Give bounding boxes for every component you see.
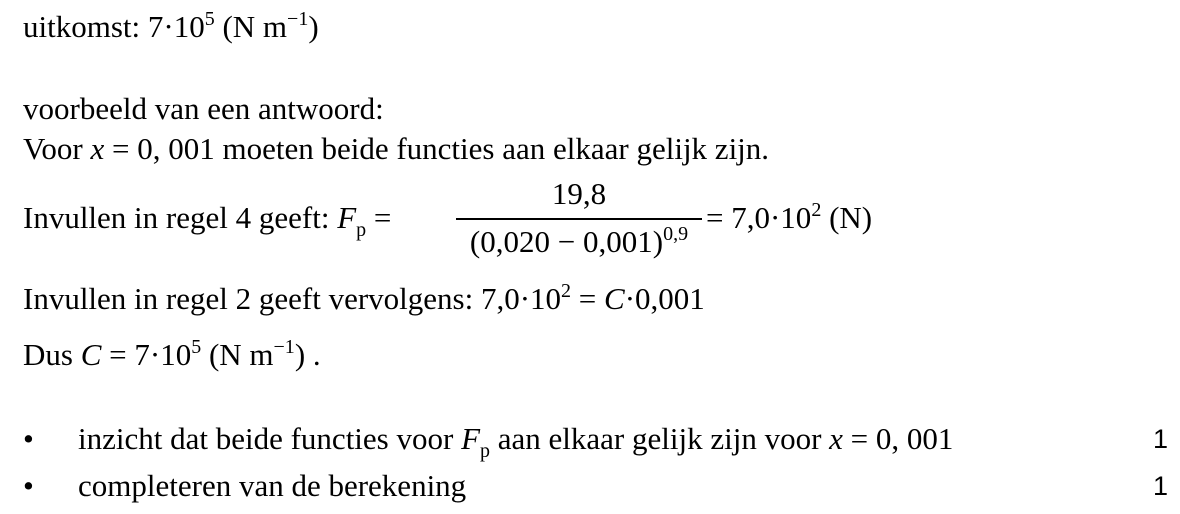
invullen-4-result: = $7,0\cdot 10^2$ (N) xyxy=(706,199,873,235)
example-heading: voorbeeld van een antwoord: xyxy=(23,91,384,126)
result-label: uitkomst: xyxy=(23,9,141,44)
criterion-2-score: 1 xyxy=(1152,471,1168,501)
fraction-numerator: 19,8 xyxy=(551,176,607,211)
line-voor: Voor x = 0, 001 moeten beide functies aan elkaar gelijk zijn. xyxy=(23,131,770,166)
result-unit: (N $m^{-1}$) xyxy=(222,8,319,44)
result-line xyxy=(23,9,319,45)
line-invullen-4: Invullen in regel 4 geeft: $F_p$ = xyxy=(23,200,392,241)
criterion-1-bullet: • xyxy=(23,421,34,456)
result-value: $7\cdot 10^5$ xyxy=(147,8,215,44)
criterion-1-text: inzicht dat beide functies voor $F_p$ aan elkaar gelijk zijn voor x = 0, 001 xyxy=(78,421,954,462)
criterion-2-text: completeren van de berekening xyxy=(78,468,467,503)
criterion-1-score: 1 xyxy=(1152,424,1168,454)
fraction-bar xyxy=(456,218,702,220)
fraction-denominator: $(0,020 - 0,001)^{0,9}$ xyxy=(469,223,689,259)
line-invullen-2: Invullen in regel 2 geeft vervolgens: $7,0\cdot 10^2 = C\cdot 0,001$ xyxy=(23,280,705,316)
criterion-2-bullet: • xyxy=(23,468,34,503)
line-dus: Dus $C = 7\cdot 10^5$ (N $m^{-1}$) . xyxy=(23,336,321,372)
